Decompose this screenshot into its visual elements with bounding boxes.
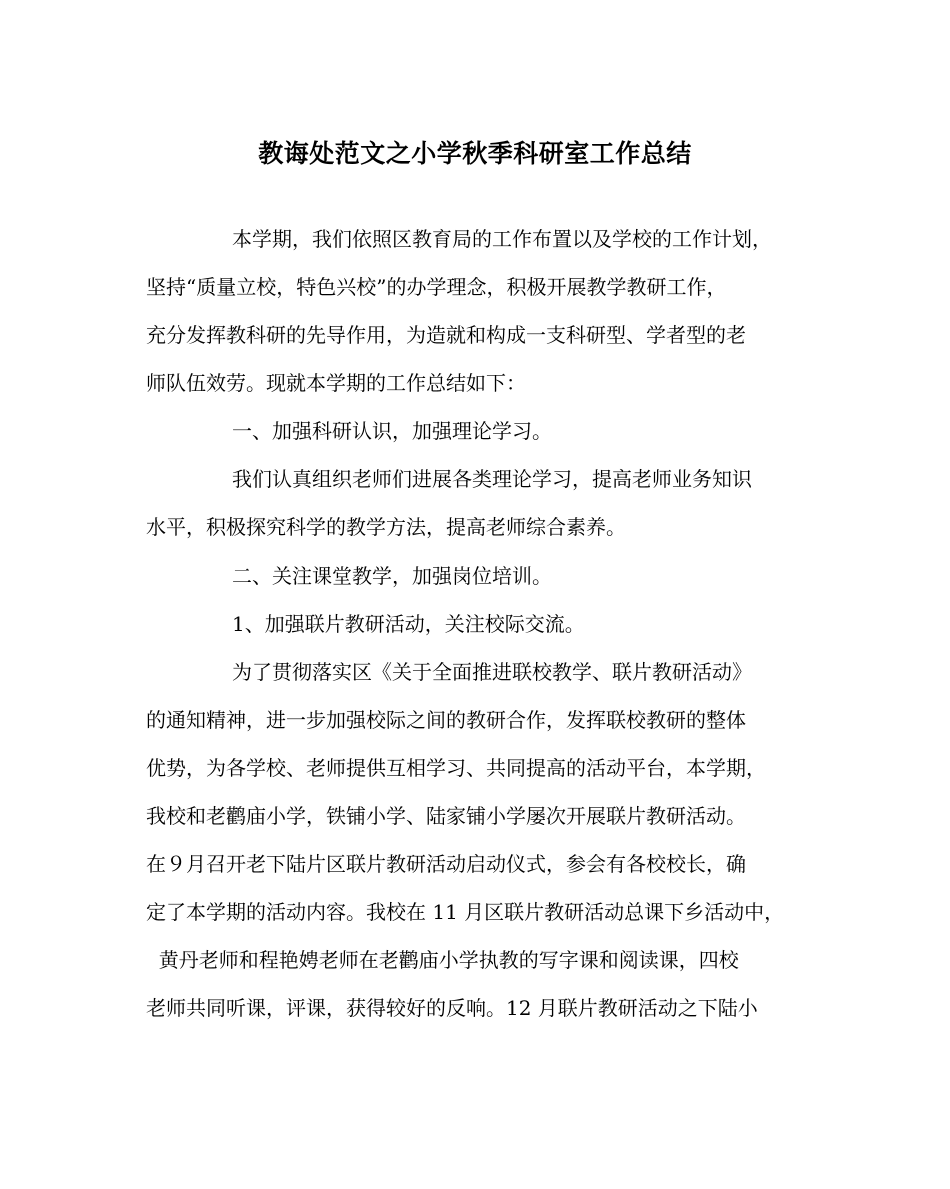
- paragraph-line: 我们认真组织老师们进展各类理论学习，提高老师业务知识: [232, 467, 752, 491]
- paragraph-line: 优势，为各学校、老师提供互相学习、共同提高的活动平台，本学期，: [146, 756, 766, 780]
- paragraph-line: 充分发挥教科研的先导作用，为造就和构成一支科研型、学者型的老: [146, 323, 746, 347]
- paragraph-line: 坚持“质量立校，特色兴校”的办学理念，积极开展教学教研工作，: [146, 275, 727, 299]
- paragraph-line: 为了贯彻落实区《关于全面推进联校教学、联片教研活动》: [232, 660, 752, 684]
- paragraph-line: 的通知精神，进一步加强校际之间的教研合作，发挥联校教研的整体: [146, 708, 746, 732]
- subsection-heading: 1、加强联片教研活动，关注校际交流。: [232, 612, 585, 636]
- paragraph-line: 黄丹老师和程艳娉老师在老鹳庙小学执教的写字课和阅读课，四校: [146, 948, 739, 972]
- document-title: 教诲处范文之小学秋季科研室工作总结: [258, 139, 692, 168]
- paragraph-line: 在９月召开老下陆片区联片教研活动启动仪式，参会有各校校长，确: [146, 852, 746, 876]
- section-heading: 一、加强科研认识，加强理论学习。: [232, 419, 552, 443]
- section-heading: 二、关注课堂教学，加强岗位培训。: [232, 564, 552, 588]
- paragraph-line: 定了本学期的活动内容。我校在 11 月区联片教研活动总课下乡活动中，: [146, 900, 785, 924]
- paragraph-line: 师队伍效劳。现就本学期的工作总结如下：: [146, 371, 526, 395]
- paragraph-line: 水平，积极探究科学的教学方法，提高老师综合素养。: [146, 515, 626, 539]
- paragraph-line: 本学期，我们依照区教育局的工作布置以及学校的工作计划，: [232, 227, 772, 251]
- paragraph-line: 老师共同听课，评课，获得较好的反响。12 月联片教研活动之下陆小: [146, 996, 758, 1020]
- paragraph-line: 我校和老鹳庙小学，铁铺小学、陆家铺小学屡次开展联片教研活动。: [146, 804, 746, 828]
